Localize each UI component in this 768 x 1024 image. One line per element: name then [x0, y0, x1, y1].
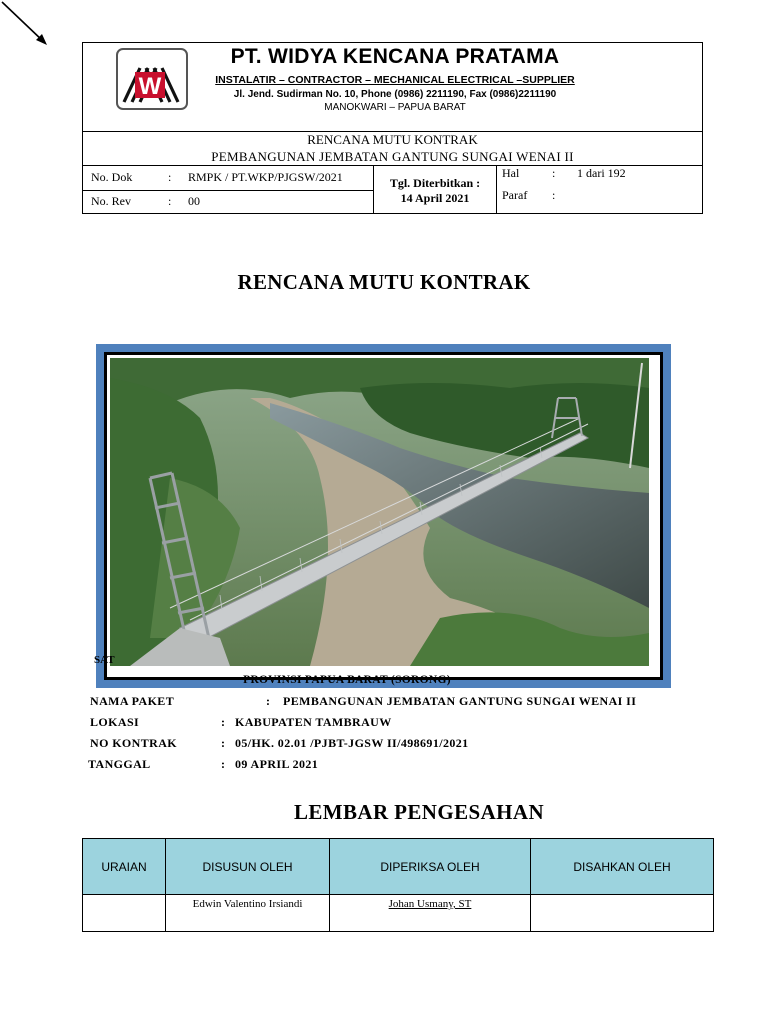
- colon: :: [168, 194, 172, 208]
- tgl-diterbitkan-value: 14 April 2021: [400, 191, 470, 205]
- document-header: [82, 42, 703, 214]
- info-label: NAMA PAKET: [90, 694, 175, 708]
- col-header-disusun: DISUSUN OLEH: [166, 839, 330, 895]
- svg-text:W: W: [138, 73, 162, 100]
- colon: :: [168, 170, 172, 184]
- divider: [83, 190, 373, 191]
- main-title: RENCANA MUTU KONTRAK: [237, 270, 531, 294]
- info-label: LOKASI: [90, 715, 140, 729]
- company-city: MANOKWARI – PAPUA BARAT: [324, 102, 466, 113]
- company-name: PT. WIDYA KENCANA PRATAMA: [230, 45, 560, 68]
- table-header-row: [83, 839, 714, 895]
- col-header-disahkan: DISAHKAN OLEH: [531, 839, 714, 895]
- company-address: Jl. Jend. Sudirman No. 10, Phone (0986) 2211190, Fax (0986)2211190: [233, 89, 557, 100]
- company-services: INSTALATIR – CONTRACTOR – MECHANICAL ELECTRICAL –SUPPLIER: [215, 74, 575, 86]
- col-header-diperiksa: DIPERIKSA OLEH: [330, 839, 531, 895]
- approval-table: [82, 838, 714, 932]
- cell-diperiksa: Johan Usmany, ST: [330, 895, 531, 932]
- info-sep: :: [266, 694, 271, 708]
- info-value: PEMBANGUNAN JEMBATAN GANTUNG SUNGAI WENAI II: [283, 694, 637, 708]
- paraf-label: Paraf: [502, 188, 528, 202]
- no-dok-value: RMPK / PT.WKP/PJGSW/2021: [188, 170, 343, 184]
- doc-subtitle: PEMBANGUNAN JEMBATAN GANTUNG SUNGAI WENAI II: [211, 149, 574, 164]
- info-sep: :: [221, 736, 226, 750]
- info-label: TANGGAL: [88, 757, 151, 771]
- approval-title: LEMBAR PENGESAHAN: [293, 800, 545, 824]
- provinsi-text: PROVINSI PAPUA BARAT (SORONG): [243, 674, 451, 686]
- info-sep: :: [221, 757, 226, 771]
- company-logo: [116, 48, 188, 110]
- no-rev-value: 00: [188, 194, 200, 208]
- corner-arrow-icon: [0, 0, 52, 48]
- info-sep: :: [221, 715, 226, 729]
- hal-value: 1 dari 192: [577, 166, 626, 180]
- table-row: [83, 895, 714, 932]
- hal-label: Hal: [502, 166, 520, 180]
- col-header-uraian: URAIAN: [83, 839, 166, 895]
- info-value: 05/HK. 02.01 /PJBT-JGSW II/498691/2021: [235, 736, 469, 750]
- satker-label: SAT: [94, 654, 115, 666]
- bridge-photo: [110, 358, 649, 666]
- colon: :: [552, 188, 556, 202]
- info-label: NO KONTRAK: [90, 736, 178, 750]
- colon: :: [552, 166, 556, 180]
- bridge-photo-frame: [96, 344, 671, 688]
- info-value: KABUPATEN TAMBRAUW: [235, 715, 392, 729]
- cell-disusun: Edwin Valentino Irsiandi: [166, 895, 330, 932]
- divider: [496, 165, 497, 213]
- doc-title: RENCANA MUTU KONTRAK: [307, 132, 478, 147]
- tgl-diterbitkan-label: Tgl. Diterbitkan :: [389, 176, 481, 190]
- no-dok-label: No. Dok: [91, 170, 133, 184]
- logo-cell: [83, 43, 190, 131]
- no-rev-label: No. Rev: [91, 194, 131, 208]
- cell-uraian: [83, 895, 166, 932]
- info-value: 09 APRIL 2021: [235, 757, 319, 771]
- cell-disahkan: [531, 895, 714, 932]
